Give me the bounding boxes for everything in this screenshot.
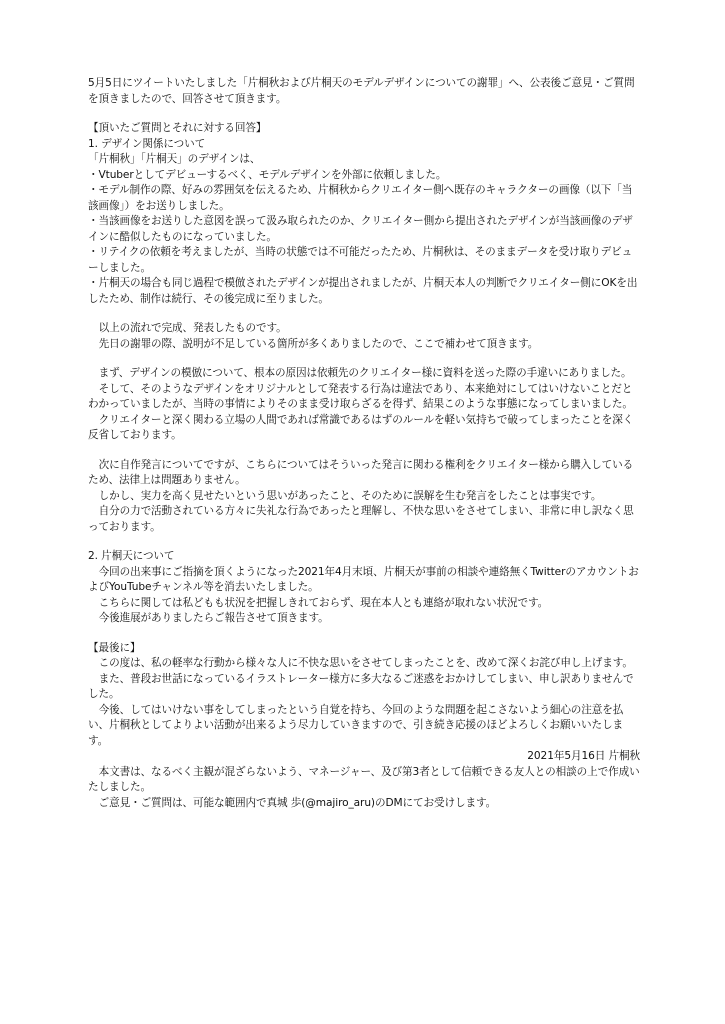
section1-para-c-line: しかし、実力を高く見せたいという思いがあったこと、そのために誤解を生む発言をしたことは事実です。 <box>98 489 602 502</box>
statement-document <box>88 76 640 811</box>
spacer <box>88 352 640 366</box>
closing-line: 今後、してはいけない事をしてしまったという自覚を持ち、今回のような問題を起こさないよう細心の注意を払い、片桐秋としてよりよい活動が出来るよう尽力していきますので、引き続き応援のほどよろしくお願いいたします。 <box>88 703 624 747</box>
closing-line: また、普段お世話になっているイラストレーター様方に多大なるご迷惑をおかけしてしまい、申し訳ありませんでした。 <box>88 672 634 700</box>
note-line: 本文書は、なるべく主観が混ざらないよう、マネージャー、及び第3者として信頼できる友人との相談の上で作成いたしました。 <box>88 765 640 793</box>
section2-line: 今回の出来事にご指摘を頂くようになった2021年4月末頃、片桐天が事前の相談や連絡無くTwitterのアカウントおよびYouTubeチャンネル等を消去いたしました。 <box>88 565 639 593</box>
section1-line: ・モデル制作の際、好みの雰囲気を伝えるため、片桐秋からクリエイター側へ既存のキャラクターの画像（以下「当該画像」）をお送りしました。 <box>88 184 633 212</box>
spacer <box>88 307 640 321</box>
spacer <box>88 444 640 458</box>
section1-para-a-line: 先日の謝罪の際、説明が不足している箇所が多くありましたので、ここで補わせて頂きます。 <box>98 337 539 350</box>
qa-heading: 【頂いたご質問とそれに対する回答】 <box>88 122 267 134</box>
section2-line: 今後進展がありましたらご報告させて頂きます。 <box>98 612 329 624</box>
section1-para-b-line: クリエイターと深く関わる立場の人間であれば常識であるはずのルールを軽い気持ちで破ってしまったことを深く反省しております。 <box>88 413 634 441</box>
section1-heading: 1. デザイン関係について <box>88 137 206 150</box>
intro-paragraph: 5月5日にツイートいたしました「片桐秋および片桐天のモデルデザインについての謝罪」へ、公表後ご意見・ご質問を頂きましたので、回答させて頂きます。 <box>88 77 635 105</box>
section1-line: ・Vtuberとしてデビューするべく、モデルデザインを外部に依頼しました。 <box>88 168 447 181</box>
spacer <box>88 107 640 121</box>
note-line: ご意見・ご質問は、可能な範囲内で真城 歩(@majiro_aru)のDMにてお受けします。 <box>98 796 497 809</box>
section1-para-b-line: まず、デザインの模倣について、根本の原因は依頼先のクリエイター様に資料を送った際の手違いにありました。 <box>98 367 632 379</box>
signature: 2021年5月16日 片桐秋 <box>527 750 640 762</box>
section2-heading: 2. 片桐天について <box>88 550 175 562</box>
closing-line: この度は、私の軽率な行動から様々な人に不快な思いをさせてしまったことを、改めて深くお詫び申し上げます。 <box>98 657 633 669</box>
section1-para-c-line: 次に自作発言についてですが、こちらについてはそういった発言に関わる権利をクリエイター様から購入しているため、法律上は問題ありません。 <box>88 458 634 486</box>
section1-para-c-line: 自分の力で活動されている方々に失礼な行為であったと理解し、不快な思いをさせてしまい、非常に申し訳なく思っております。 <box>88 505 634 533</box>
section1-line: ・片桐天の場合も同じ過程で模倣されたデザインが提出されましたが、片桐天本人の判断でクリエイター側にOKを出したため、制作は続行、その後完成に至りました。 <box>88 277 638 305</box>
section2-line: こちらに関しては私どもも状況を把握しきれておらず、現在本人とも連絡が取れない状況です。 <box>98 596 549 609</box>
section1-para-a-line: 以上の流れで完成、発表したものです。 <box>98 322 287 334</box>
section1-line: 「片桐秋」「片桐天」のデザインは、 <box>88 153 261 165</box>
section1-line: ・当該画像をお送りした意図を誤って汲み取られたのか、クリエイター側から提出されたデザインが当該画像のデザインに酷似したものになっていました。 <box>88 215 633 243</box>
closing-heading: 【最後に】 <box>88 641 141 654</box>
spacer <box>88 627 640 641</box>
section1-para-b-line: そして、そのようなデザインをオリジナルとして発表する行為は違法であり、本来絶対にしてはいけないことだとわかっていましたが、当時の事情によりそのまま受け取らざるを得ず、結果このような事態になってしまいました。 <box>88 382 633 410</box>
spacer <box>88 535 640 549</box>
section1-line: ・リテイクの依頼を考えましたが、当時の状態では不可能だったため、片桐秋は、そのままデータを受け取りデビューしました。 <box>88 246 633 274</box>
